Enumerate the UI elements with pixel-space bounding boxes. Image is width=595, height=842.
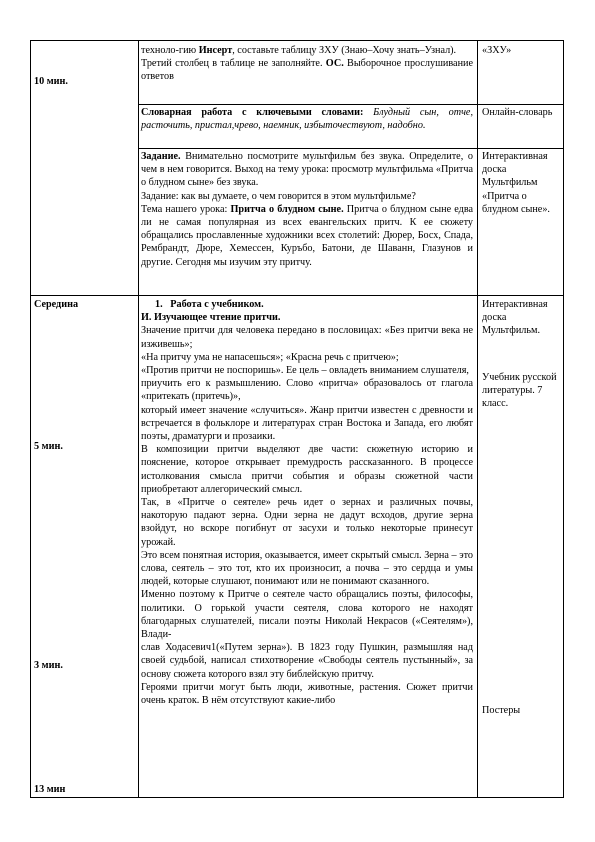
row-divider	[31, 295, 563, 296]
vocabulary-cell: Словарная работа с ключевыми словами: Блудный сын, отче, расточить, пристал,чрево, наемник, избыточествуют, надобно.	[141, 107, 473, 132]
column-divider	[477, 41, 478, 797]
assignment-cell: Задание. Внимательно посмотрите мультфильм без звука. Определите, о чем в нем говорится. Выход на тему урока: просмотр мультфильма «Притча о блудном сыне» без звука. Задание: как вы думаете, о чем говорится в этом мультфильме? Тема нашего урока: Притча о блудном сыне. Притча о блудном сыне едва ли не самая популярная из всех евангельских притч. К ее сюжету обращались прославленные художники всех столетий: Дюрер, Босх, Спада, Рембрандт, Дюре, Хемессен, Куръбо, Батони, де Шаванн, Глазунов и другие. Сегодня мы изучим эту притчу.	[141, 151, 474, 268]
task-cell: техноло-гию Инсерт, составьте таблицу ЗХУ (Знаю–Хочу знать–Узнал). Третий столбец в таблице не заполняйте. ОС. Выборочное прослушивание ответов	[141, 45, 474, 83]
time-cell: 10 мин.	[34, 76, 68, 87]
textbook-work-cell: 1. Работа с учебником. И. Изучающее чтение притчи. Значение притчи для человека передано в пословицах: «Без притчи века не изживешь»; «На притчу ума не напасешься»; «Красна речь с притчею»; «Против притчи не поспоришь». Ее цель – овладеть вниманием слушателя, приучить его к размышлению. Слово «притча» образовалось от глагола «притекать (притечь)», который имеет значение «случиться». Жанр притчи известен с древности и встречается в фольклоре и литературах стран Востока и Запада, его любят поэты, драматурги и прозаики. В композиции притчи выделяют две части: сюжетную историю и пояснение, которое открывает премудрость рассказанного. В процессе истолкования смысла притчи события и образы сюжетной части приобретают аллегорический смысл. Так, в «Притче о сеятеле» речь идет о зернах и различных почвы, накоторую падают зерна. Одни зерна не дадут всходов, другие зерна взойдут, но вскоре погибнут от засухи и только некоторые принесут урожай. Это всем понятная история, оказывается, имеет скрытый смысл. Зерна – это слова, сеятель – это тот, кто их произносит, а почва – это сердца и умы людей, которые слушают, понимают или не понимают сказанного. Именно поэтому к Притче о сеятеле часто обращались поэты, философы, политики. О горькой участи сеятеля, слова которого не находят благодарных слушателей, писали поэты Николай Некрасов («Сеятелям»), Влади- слав Ходасевич1(«Путем зерна»). В 1823 году Пушкин, размышляя над своей судьбой, написал стихотворение «Свободы сеятель пустынный», за основу сюжета которого взял эту библейскую притчу. Героями притчи могут быть люди, животные, растения. Сюжет притчи очень краток. В нём отсутствуют какие-либо	[141, 299, 473, 707]
resource-cell: «ЗХУ»	[482, 45, 512, 56]
row-divider	[138, 104, 563, 105]
resource-cell: Онлайн-словарь	[482, 107, 553, 118]
stage-label: Середина	[34, 299, 79, 310]
resource-cell: Интерактивная доска Мультфильм.	[482, 299, 548, 337]
resource-cell: Учебник русской литературы. 7 класс.	[482, 372, 557, 410]
time-cell: 5 мин.	[34, 441, 63, 452]
row-divider	[138, 148, 563, 149]
resource-cell: Постеры	[482, 705, 521, 716]
lesson-plan-table	[30, 40, 564, 798]
time-cell: 13 мин	[34, 784, 66, 795]
resource-cell: Интерактивная доска Мультфильм «Притча о блудном сыне».	[482, 151, 550, 215]
column-divider	[138, 41, 139, 797]
time-cell: 3 мин.	[34, 660, 63, 671]
